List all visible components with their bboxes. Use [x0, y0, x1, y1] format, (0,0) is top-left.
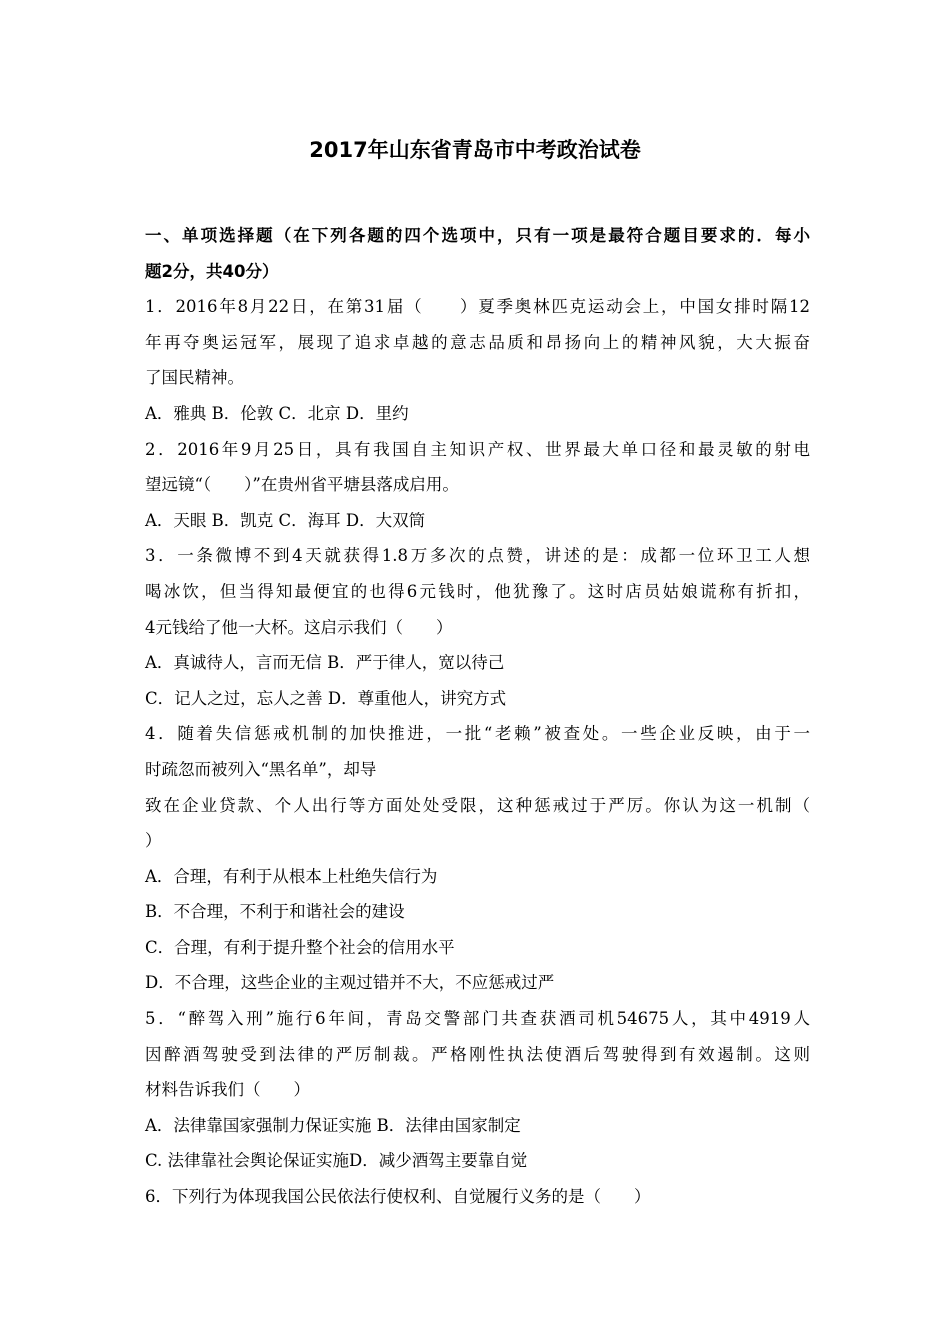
- question-stem: 时疏忽而被列入“黑名单”，却导: [145, 759, 377, 779]
- question-options: A．合理，有利于从根本上杜绝失信行为: [145, 866, 438, 886]
- question-1: [145, 289, 810, 431]
- document-title: 2017年山东省青岛市中考政治试卷: [309, 138, 641, 162]
- question-stem: 6．下列行为体现我国公民依法行使权利、自觉履行义务的是（ ）: [145, 1187, 651, 1207]
- question-options: C．记人之过，忘人之善 D．尊重他人，讲究方式: [145, 688, 507, 708]
- question-stem: 3．一条微博不到4天就获得1.8万多次的点赞，讲述的是：成都一位环卫工人想: [145, 546, 810, 566]
- question-options: D．不合理，这些企业的主观过错并不大，不应惩戒过严: [145, 973, 555, 993]
- question-stem: 望远镜“（ ）”在贵州省平塘县落成启用。: [145, 475, 459, 495]
- question-stem: 因醉酒驾驶受到法律的严厉制裁。严格刚性执法使酒后驾驶得到有效遏制。这则: [145, 1044, 810, 1064]
- question-stem: 5．“醉驾入刑”施行6年间，青岛交警部门共查获酒司机54675人，其中4919人: [145, 1009, 810, 1029]
- question-stem: ）: [145, 831, 162, 851]
- question-3: [145, 538, 810, 716]
- question-stem: 了国民精神。: [145, 368, 244, 388]
- question-6: [145, 1179, 810, 1215]
- question-stem: 材料告诉我们（ ）: [145, 1080, 310, 1100]
- question-options: B．不合理，不利于和谐社会的建设: [145, 902, 405, 922]
- question-stem: 1．2016年8月22日，在第31届（ ）夏季奥林匹克运动会上，中国女排时隔12: [145, 297, 810, 317]
- question-2: [145, 432, 810, 539]
- question-stem: 年再夺奥运冠军，展现了追求卓越的意志品质和昂扬向上的精神风貌，大大振奋: [145, 332, 810, 352]
- question-options: A．真诚待人，言而无信 B．严于律人，宽以待己: [145, 653, 505, 673]
- question-options: C．合理，有利于提升整个社会的信用水平: [145, 937, 455, 957]
- question-4: [145, 716, 810, 1001]
- question-stem: 2．2016年9月25日，具有我国自主知识产权、世界最大单口径和最灵敏的射电: [145, 439, 810, 459]
- question-options: C. 法律靠社会舆论保证实施D．减少酒驾主要靠自觉: [145, 1151, 528, 1171]
- question-options: A．雅典 B．伦敦 C．北京 D．里约: [145, 403, 409, 423]
- question-stem: 4元钱给了他一大杯。这启示我们（ ）: [145, 617, 453, 637]
- question-stem: 喝冰饮，但当得知最便宜的也得6元钱时，他犹豫了。这时店员姑娘谎称有折扣，: [145, 581, 810, 601]
- question-stem: 4．随着失信惩戒机制的加快推进，一批“老赖”被查处。一些企业反映，由于一: [145, 724, 810, 744]
- section-heading: 一、单项选择题（在下列各题的四个选项中，只有一项是最符合题目要求的．每小: [145, 226, 810, 245]
- question-options: A．法律靠国家强制力保证实施 B．法律由国家制定: [145, 1115, 521, 1135]
- document-body: [145, 218, 810, 1215]
- question-stem: 致在企业贷款、个人出行等方面处处受限，这种惩戒过于严厉。你认为这一机制（: [145, 795, 810, 815]
- question-options: A．天眼 B．凯克 C．海耳 D．大双筒: [145, 510, 426, 530]
- section-heading-cont: 题2分，共40分）: [145, 261, 279, 281]
- question-5: [145, 1001, 810, 1179]
